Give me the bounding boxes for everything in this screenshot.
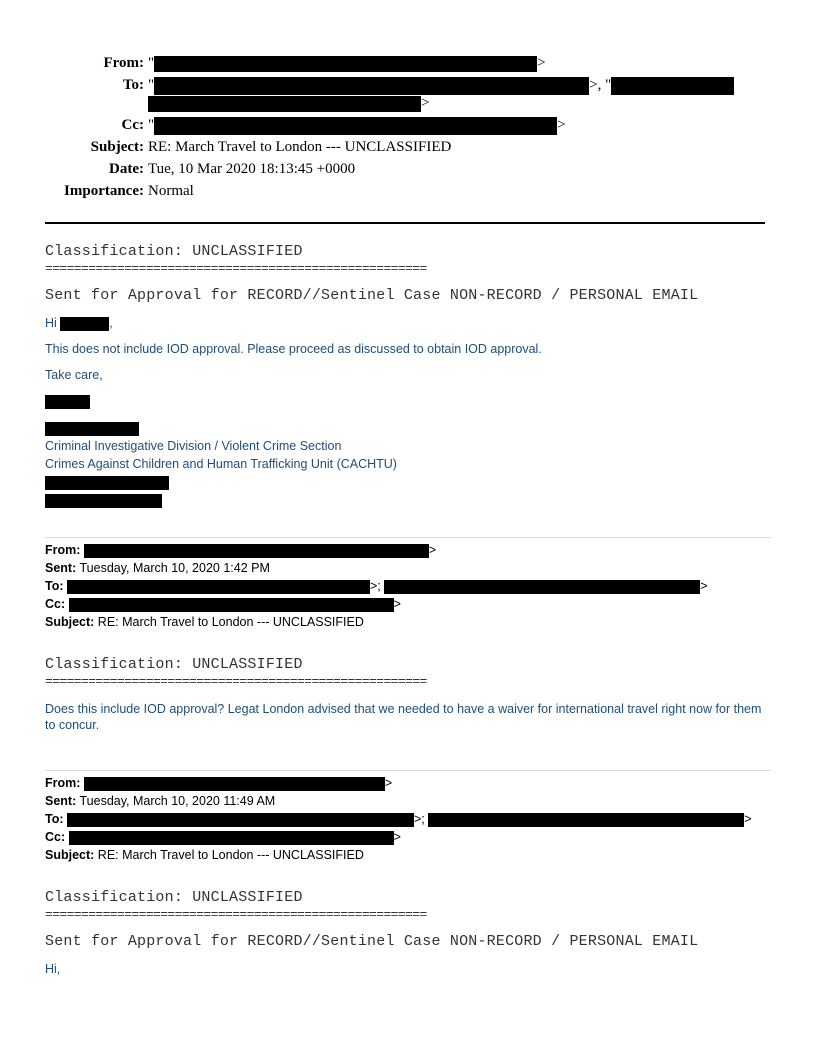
sent-value: Tuesday, March 10, 2020 11:49 AM — [79, 794, 276, 808]
subject-label: Subject: — [45, 848, 95, 862]
header-subject-value: RE: March Travel to London --- UNCLASSIFIED — [148, 139, 452, 155]
redaction-box — [84, 777, 385, 791]
equals-divider: ===================================================== — [45, 261, 427, 276]
angle-bracket: > — [393, 597, 401, 611]
cc-label: Cc: — [45, 597, 66, 611]
header-to-row-continued — [148, 94, 429, 112]
classification-banner: Classification: UNCLASSIFIED — [45, 243, 303, 260]
angle-bracket: > — [393, 830, 401, 844]
subject-value: RE: March Travel to London --- UNCLASSIFIED — [97, 848, 364, 862]
subject-row — [45, 613, 364, 631]
signature-line-2: Crimes Against Children and Human Trafficking Unit (CACHTU) — [45, 457, 397, 471]
header-date-value: Tue, 10 Mar 2020 18:13:45 +0000 — [148, 161, 356, 177]
sent-row — [45, 792, 275, 810]
message-body: Does this include IOD approval? Legat London advised that we needed to have a waiver for international travel right now for them to concur. — [45, 702, 762, 732]
quote-mark: " — [148, 77, 155, 93]
to-row — [45, 810, 752, 828]
cc-label: Cc: — [45, 830, 66, 844]
redaction-box — [154, 117, 557, 135]
from-row — [45, 541, 436, 559]
closing: Take care, — [45, 368, 103, 382]
redaction-box — [45, 476, 169, 490]
redaction-box — [69, 598, 394, 612]
angle-bracket: > — [744, 812, 752, 826]
subject-row — [45, 846, 364, 864]
record-line: Sent for Approval for RECORD//Sentinel Case NON-RECORD / PERSONAL EMAIL — [45, 933, 699, 950]
redaction-box — [154, 56, 537, 72]
to-label: To: — [45, 812, 64, 826]
equals-divider: ===================================================== — [45, 907, 427, 922]
sent-row — [45, 559, 270, 577]
redaction-box — [67, 813, 414, 827]
from-label: From: — [45, 776, 81, 790]
greeting-text: Hi — [45, 316, 57, 330]
angle-bracket: > — [421, 95, 430, 111]
header-subject-label: Subject: — [90, 139, 144, 155]
redaction-box — [45, 395, 90, 409]
header-divider — [45, 222, 765, 224]
redaction-box — [45, 422, 139, 436]
redaction-box — [60, 317, 109, 331]
from-label: From: — [45, 543, 81, 557]
sent-label: Sent: — [45, 561, 77, 575]
subject-value: RE: March Travel to London --- UNCLASSIFIED — [97, 615, 364, 629]
cc-row — [45, 595, 401, 613]
header-importance-label: Importance: — [64, 183, 144, 199]
quote-mark: " — [148, 55, 155, 71]
greeting: Hi, — [45, 962, 61, 976]
redaction-box — [84, 544, 429, 558]
header-importance-value: Normal — [148, 183, 194, 199]
angle-bracket: > — [557, 117, 566, 133]
redaction-box — [67, 580, 370, 594]
quote-mark: " — [148, 117, 155, 133]
angle-bracket: > — [700, 579, 708, 593]
header-date-label: Date: — [109, 161, 144, 177]
equals-divider: ===================================================== — [45, 674, 427, 689]
redaction-box — [154, 77, 589, 95]
redaction-box — [148, 96, 421, 112]
greeting-comma: , — [109, 316, 113, 330]
to-label: To: — [45, 579, 64, 593]
angle-bracket: > — [428, 543, 437, 557]
sent-label: Sent: — [45, 794, 77, 808]
subject-label: Subject: — [45, 615, 95, 629]
to-row — [45, 577, 708, 595]
to-separator: >; — [414, 812, 425, 826]
cc-row — [45, 828, 401, 846]
classification-banner: Classification: UNCLASSIFIED — [45, 889, 303, 906]
message-body: This does not include IOD approval. Please proceed as discussed to obtain IOD approval. — [45, 342, 542, 356]
sent-value: Tuesday, March 10, 2020 1:42 PM — [79, 561, 270, 575]
angle-bracket: > — [384, 776, 393, 790]
header-cc-label: Cc: — [121, 117, 144, 133]
record-line: Sent for Approval for RECORD//Sentinel Case NON-RECORD / PERSONAL EMAIL — [45, 287, 699, 304]
message-separator — [45, 537, 771, 538]
from-row — [45, 774, 392, 792]
redaction-box — [69, 831, 394, 845]
angle-bracket: > — [537, 55, 546, 71]
message-separator — [45, 770, 771, 771]
signature-line-1: Criminal Investigative Division / Violent Crime Section — [45, 439, 342, 453]
header-from-label: From: — [103, 55, 144, 71]
redaction-box — [45, 494, 162, 508]
classification-banner: Classification: UNCLASSIFIED — [45, 656, 303, 673]
redaction-box — [611, 77, 734, 95]
redaction-box — [384, 580, 700, 594]
redaction-box — [428, 813, 744, 827]
to-separator: >, " — [589, 77, 612, 93]
header-to-label: To: — [122, 77, 144, 93]
to-separator: >; — [370, 579, 381, 593]
greeting — [45, 316, 113, 331]
